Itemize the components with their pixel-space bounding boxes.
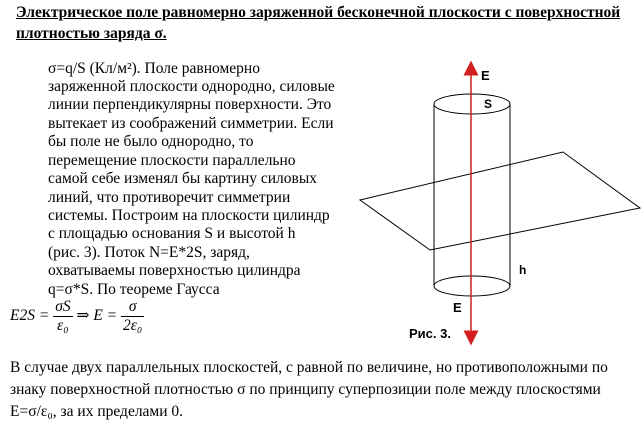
label-e-bottom: E [453, 300, 462, 315]
formula-mid: E = [93, 307, 118, 325]
paragraph-line: линии перпендикулярны поверхности. Это [48, 96, 332, 113]
formula-fraction [53, 298, 72, 335]
bottom-line: E=σ/ε₀, за их пределами 0. [10, 403, 184, 420]
cylinder-figure [350, 60, 644, 350]
paragraph-line: системы. Построим на плоскости цилиндр [48, 207, 330, 224]
label-h: h [519, 263, 527, 277]
paragraph-line: заряженной плоскости однородно, силовые [48, 78, 335, 95]
section-title: Электрическое поле равномерно заряженной бесконечной плоскости с поверхностной плотностью заряда σ. [16, 4, 621, 42]
paragraph-line: с площадью основания S и высотой h [48, 225, 296, 242]
paragraph-line: самой себе изменял бы картину силовых [48, 170, 318, 187]
fraction-denominator: ε₀ [57, 317, 69, 334]
label-e-top: E [481, 68, 490, 83]
formula-lhs: E2S = [10, 307, 50, 325]
paragraph-line: перемещение плоскости параллельно [48, 152, 296, 169]
paragraph-line: линий, что противоречит симметрии [48, 189, 291, 206]
bottom-line: знаку поверхностной плотностью σ по принципу суперпозиции поле между плоскостями [10, 381, 601, 398]
plane-shape [360, 152, 640, 250]
paragraph-line: бы поле не было однородно, то [48, 133, 254, 150]
bottom-line: В случае двух параллельных плоскостей, с равной по величине, но противоположными по [10, 359, 608, 376]
formula-fraction [121, 298, 144, 335]
figure-caption: Рис. 3. [409, 326, 451, 341]
paragraph-line: охватываемы поверхностью цилиндра [48, 262, 301, 279]
paragraph-line: (рис. 3). Поток N=E*2S, заряд, [48, 244, 250, 261]
fraction-denominator: 2ε₀ [123, 317, 143, 334]
paragraph-line: q=σ*S. По теореме Гаусса [48, 281, 220, 298]
fraction-numerator: σ [121, 298, 144, 317]
fraction-numerator: σS [55, 298, 71, 315]
paragraph-line: σ=q/S (Кл/м²). Поле равномерно [48, 60, 260, 77]
gauss-formula [10, 298, 144, 335]
implies-arrow: ⇒ [76, 307, 90, 325]
cylinder-bottom [434, 276, 510, 296]
cylinder-top [434, 94, 510, 114]
label-s: S [484, 97, 493, 111]
paragraph-line: вытекает из соображений симметрии. Если [48, 115, 334, 132]
